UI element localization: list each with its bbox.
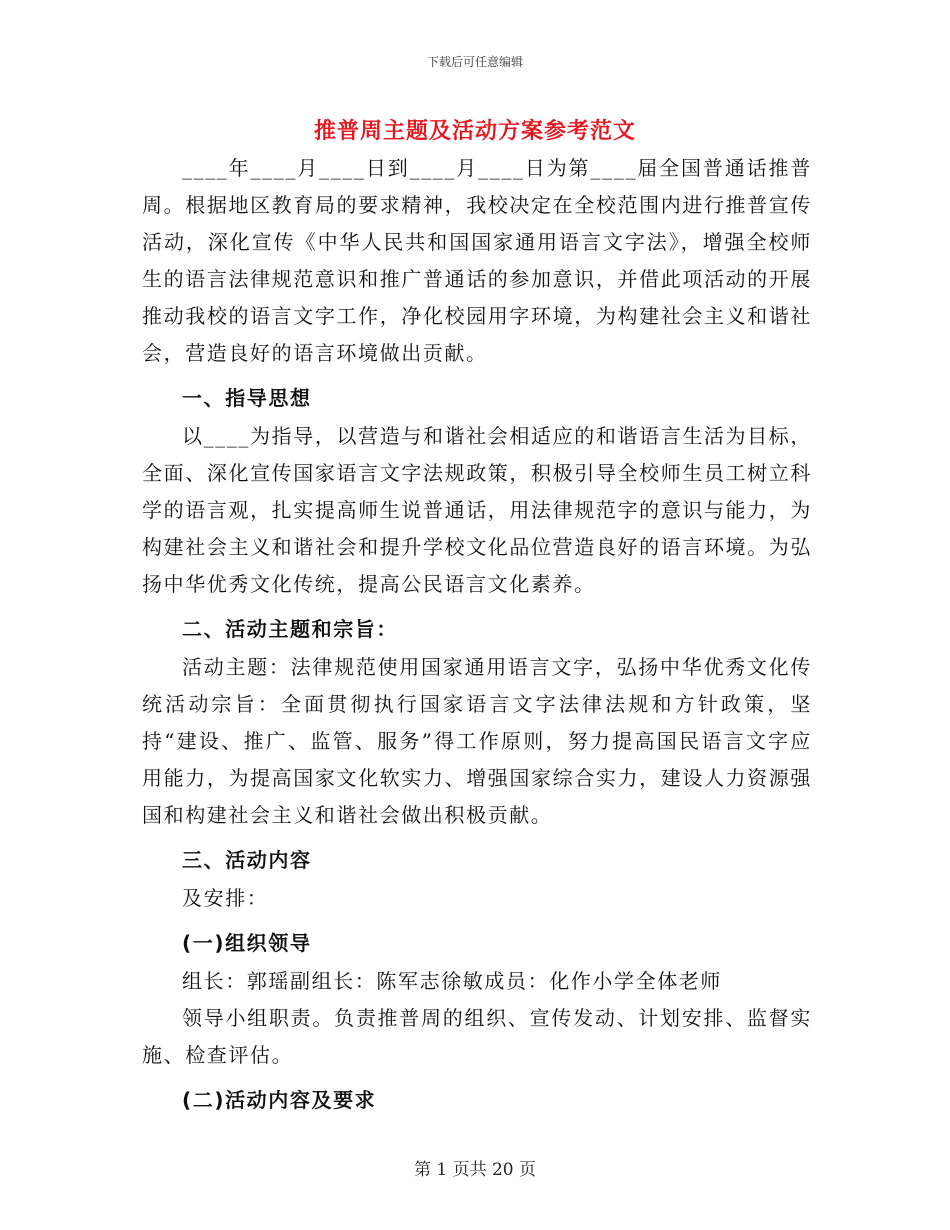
page-footer: 第 1 页共 20 页 — [413, 1160, 537, 1180]
intro-paragraph: ____年____月____日到____月____日为第____届全国普通话推普周。根据地区教育局的要求精神，我校决定在全校范围内进行推普宣传活动，深化宣传《中华人民共和国国家通用语言文字法》，增强全校师生的语言法律规范意识和推广普通话的参加意识，并借此项活动的开展推动我校的语言文字工作，净化校园用字环境，为构建社会主义和谐社会，营造良好的语言环境做出贡献。 — [142, 156, 812, 365]
guiding-ideology-paragraph: 以____为指导，以营造与和谐社会相适应的和谐语言生活为目标，全面、深化宣传国家语言文字法规政策，积极引导全校师生员工树立科学的语言观，扎实提高师生说普通话，用法律规范字的意识与能力，为构建社会主义和谐社会和提升学校文化品位营造良好的语言环境。为弘扬中华优秀文化传统，提高公民语言文化素养。 — [142, 424, 812, 596]
header-note: 下载后可任意编辑 — [426, 55, 523, 69]
duty-paragraph: 领导小组职责。负责推普周的组织、宣传发动、计划安排、监督实施、检查评估。 — [142, 1006, 812, 1067]
members-paragraph: 组长：郭瑶副组长：陈军志徐敏成员：化作小学全体老师 — [182, 969, 722, 993]
arrangement-paragraph: 及安排： — [182, 886, 269, 910]
section-heading-guiding-ideology: 一、指导思想 — [182, 386, 312, 410]
document-body — [142, 150, 812, 1120]
subsection-heading-content-requirements: (二)活动内容及要求 — [182, 1088, 377, 1112]
section-heading-activity-content: 三、活动内容 — [182, 848, 312, 872]
subsection-heading-organization: (一)组织领导 — [182, 931, 312, 955]
document-title: 推普周主题及活动方案参考范文 — [313, 119, 636, 144]
section-heading-theme-purpose: 二、活动主题和宗旨： — [182, 617, 398, 641]
theme-purpose-paragraph: 活动主题：法律规范使用国家通用语言文字，弘扬中华优秀文化传统活动宗旨：全面贯彻执行国家语言文字法律法规和方针政策，坚持“建设、推广、监管、服务”得工作原则，努力提高国民语言文字应用能力，为提高国家文化软实力、增强国家综合实力，建设人力资源强国和构建社会主义和谐社会做出积极贡献。 — [142, 655, 812, 827]
